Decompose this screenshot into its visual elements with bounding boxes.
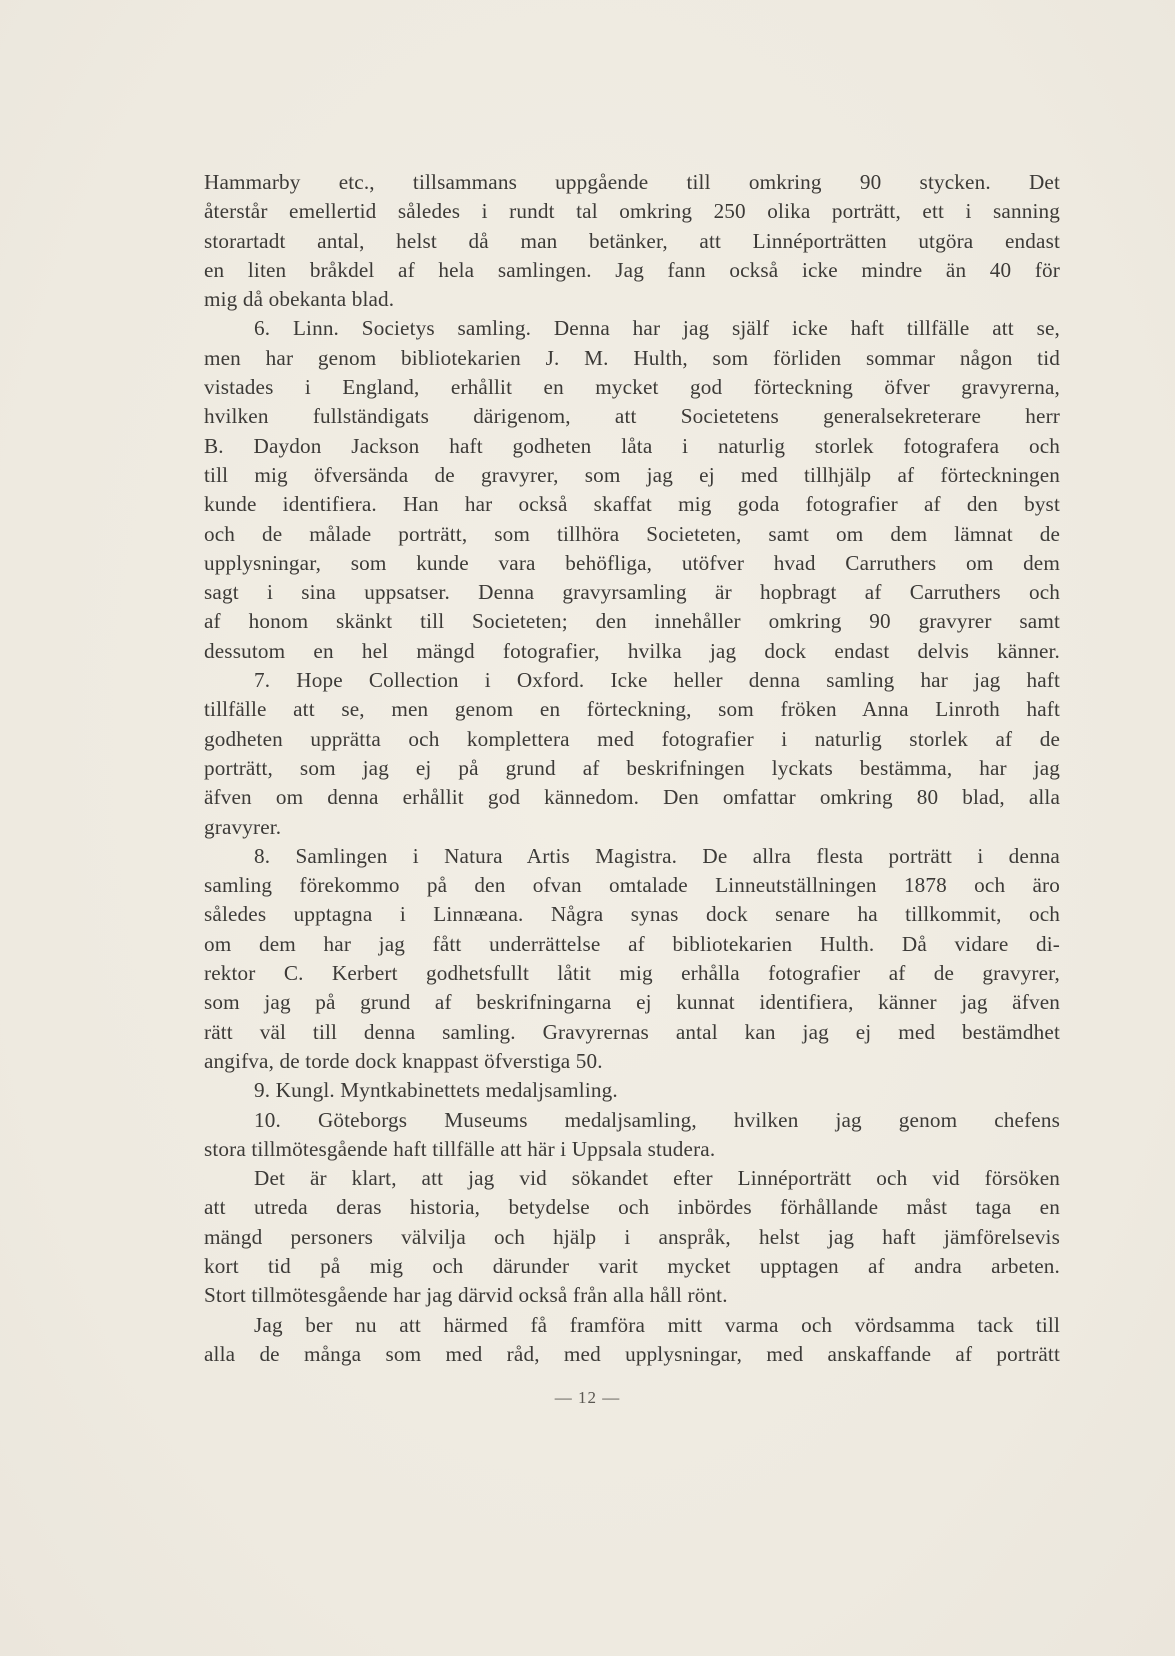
text-line: af honom skänkt till Societeten; den innehåller omkring 90 gravyrer samt	[204, 609, 1060, 634]
body-text	[204, 168, 1060, 1369]
text-line: storartadt antal, helst då man betänker, att Linnéporträtten utgöra endast	[204, 228, 1060, 253]
text-line: godheten upprätta och komplettera med fotografier i naturlig storlek af de	[204, 726, 1060, 751]
text-line: porträtt, som jag ej på grund af beskrifningen lyckats bestämma, har jag	[204, 755, 1060, 780]
text-line: äfven om denna erhållit god kännedom. Den omfattar omkring 80 blad, alla	[204, 785, 1060, 810]
text-line: Jag ber nu att härmed få framföra mitt varma och vördsamma tack till	[254, 1312, 1060, 1337]
text-line: att utreda deras historia, betydelse och inbördes förhållande måst taga en	[204, 1195, 1060, 1220]
text-line: vistades i England, erhållit en mycket god förteckning öfver gravyrerna,	[204, 375, 1060, 400]
text-line: om dem har jag fått underrättelse af bibliotekarien Hulth. Då vidare di-	[204, 931, 1060, 956]
text-line: kunde identifiera. Han har också skaffat mig goda fotografier af den byst	[204, 492, 1060, 517]
text-line: alla de många som med råd, med upplysningar, med anskaffande af porträtt	[204, 1341, 1060, 1366]
text-line: 10. Göteborgs Museums medaljsamling, hvilken jag genom chefens	[254, 1107, 1060, 1132]
text-line: gravyrer.	[204, 814, 282, 839]
text-line: dessutom en hel mängd fotografier, hvilka jag dock endast delvis känner.	[204, 638, 1060, 663]
text-line: mig då obekanta blad.	[204, 287, 395, 312]
text-line: B. Daydon Jackson haft godheten låta i naturlig storlek fotografera och	[204, 433, 1060, 458]
text-line: således upptagna i Linnæana. Några synas dock senare ha tillkommit, och	[204, 902, 1060, 927]
text-line: en liten bråkdel af hela samlingen. Jag fann också icke mindre än 40 för	[204, 257, 1060, 282]
text-line: rätt väl till denna samling. Gravyrernas antal kan jag ej med bestämdhet	[204, 1019, 1060, 1044]
text-line: rektor C. Kerbert godhetsfullt låtit mig erhålla fotografier af de gravyrer,	[204, 961, 1060, 986]
text-line: angifva, de torde dock knappast öfverstiga 50.	[204, 1048, 603, 1073]
text-line: hvilken fullständigats därigenom, att Societetens generalsekreterare herr	[204, 404, 1060, 429]
text-line: men har genom bibliotekarien J. M. Hulth, som förliden sommar någon tid	[204, 345, 1060, 370]
text-line: som jag på grund af beskrifningarna ej kunnat identifiera, känner jag äfven	[204, 990, 1060, 1015]
text-line: 8. Samlingen i Natura Artis Magistra. De allra flesta porträtt i denna	[254, 843, 1060, 868]
text-line: upplysningar, som kunde vara behöfliga, utöfver hvad Carruthers om dem	[204, 550, 1060, 575]
text-line: stora tillmötesgående haft tillfälle att här i Uppsala studera.	[204, 1136, 716, 1161]
text-line: mängd personers välvilja och hjälp i anspråk, helst jag haft jämförelsevis	[204, 1224, 1060, 1249]
text-line: Hammarby etc., tillsammans uppgående till omkring 90 stycken. Det	[204, 170, 1060, 194]
text-line: Stort tillmötesgående har jag därvid också från alla håll rönt.	[204, 1283, 728, 1308]
text-line: samling förekommo på den ofvan omtalade Linneutställningen 1878 och äro	[204, 873, 1060, 898]
text-line: tillfälle att se, men genom en förteckning, som fröken Anna Linroth haft	[204, 697, 1060, 722]
text-line: 7. Hope Collection i Oxford. Icke heller denna samling har jag haft	[254, 668, 1060, 693]
text-line: sagt i sina uppsatser. Denna gravyrsamling är hopbragt af Carruthers och	[204, 580, 1060, 605]
text-line: till mig öfversända de gravyrer, som jag ej med tillhjälp af förteckningen	[204, 462, 1060, 487]
page-number: — 12 —	[554, 1388, 621, 1407]
text-line: återstår emellertid således i rundt tal omkring 250 olika porträtt, ett i sanning	[204, 199, 1060, 224]
text-line: 9. Kungl. Myntkabinettets medaljsamling.	[254, 1078, 618, 1103]
text-line: kort tid på mig och därunder varit mycket upptagen af andra arbeten.	[204, 1253, 1060, 1278]
text-line: 6. Linn. Societys samling. Denna har jag själf icke haft tillfälle att se,	[254, 316, 1060, 341]
text-line: Det är klart, att jag vid sökandet efter Linnéporträtt och vid försöken	[254, 1166, 1060, 1191]
text-line: och de målade porträtt, som tillhöra Societeten, samt om dem lämnat de	[204, 521, 1060, 546]
